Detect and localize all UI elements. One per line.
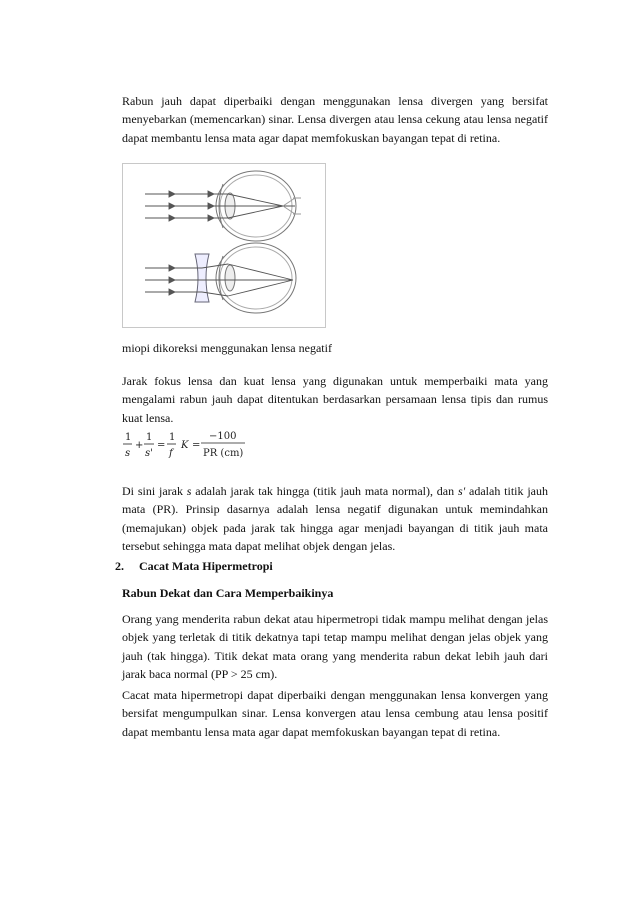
formula-one-a: 1: [125, 432, 132, 443]
p3-text-b: adalah jarak tak hingga (titik jauh mata normal), dan: [191, 484, 458, 498]
formula-equals-a: =: [157, 440, 166, 451]
p3-text-a: Di sini jarak: [122, 484, 187, 498]
formula-numerator: −100: [209, 431, 237, 442]
formula-denominator: PR (cm): [203, 448, 244, 459]
formula-one-b: 1: [146, 432, 153, 443]
formula-equals-b: =: [192, 440, 201, 451]
formula-k: K: [181, 440, 189, 451]
figure-caption: miopi dikoreksi menggunakan lensa negatif: [122, 341, 332, 355]
concave-lens: [195, 254, 209, 302]
eye-diagram-illustration: [123, 164, 325, 327]
paragraph-lensa-konvergen: Cacat mata hipermetropi dapat diperbaiki dengan menggunakan lensa konvergen yang bersifat mengumpulkan sinar. Lensa konvergen atau lensa cembung atau lensa positif dapat membantu lensa mata agar dapat memfokuskan bayangan tepat di retina.: [122, 688, 548, 739]
myopia-correction-figure: [122, 163, 326, 328]
paragraph-jarak-fokus: Jarak fokus lensa dan kuat lensa yang digunakan untuk memperbaiki mata yang mengalami rabun jauh dapat ditentukan berdasarkan persamaan lensa tipis dan rumus kuat lensa.: [122, 374, 548, 425]
formula-plus: +: [135, 440, 144, 451]
formula-s: s: [125, 448, 131, 459]
section-heading: [115, 559, 273, 574]
p3-text-c: adalah titik jauh mata (PR). Prinsip dasarnya adalah lensa negatif digunakan untuk memindahkan (memajukan) objek pada jarak tak hingga agar menjadi bayangan di titik jauh mata tersebut sehingga mata dapat melihat objek dengan jelas.: [122, 484, 548, 554]
paragraph-rabun-jauh: Rabun jauh dapat diperbaiki dengan menggunakan lensa divergen yang bersifat menyebarkan (memencarkan) sinar. Lensa divergen atau lensa cekung atau lensa negatif dapat membantu lensa mata agar dapat memfokuskan bayangan tepat di retina.: [122, 94, 548, 145]
section-number: 2.: [115, 559, 124, 573]
section-title: Cacat Mata Hipermetropi: [139, 559, 273, 573]
paragraph-hipermetropi: Orang yang menderita rabun dekat atau hipermetropi tidak mampu melihat dengan jelas objek yang terletak di titik dekatnya tapi tetap mampu melihat dengan jelas objek yang jauh (tak hingga). Titik dekat mata orang yang menderita rabun dekat lebih jauh dari jarak baca normal (PP > 25 cm).: [122, 612, 548, 682]
formula-s-prime: s': [145, 448, 153, 459]
paragraph-jarak-s: [122, 482, 548, 556]
p3-var-s: s: [186, 484, 192, 498]
p3-var-s-prime: s': [457, 484, 466, 498]
subsection-heading: Rabun Dekat dan Cara Memperbaikinya: [122, 586, 334, 600]
formula-one-c: 1: [169, 432, 176, 443]
lens-formula: [121, 428, 251, 468]
formula-f: f: [169, 448, 173, 459]
